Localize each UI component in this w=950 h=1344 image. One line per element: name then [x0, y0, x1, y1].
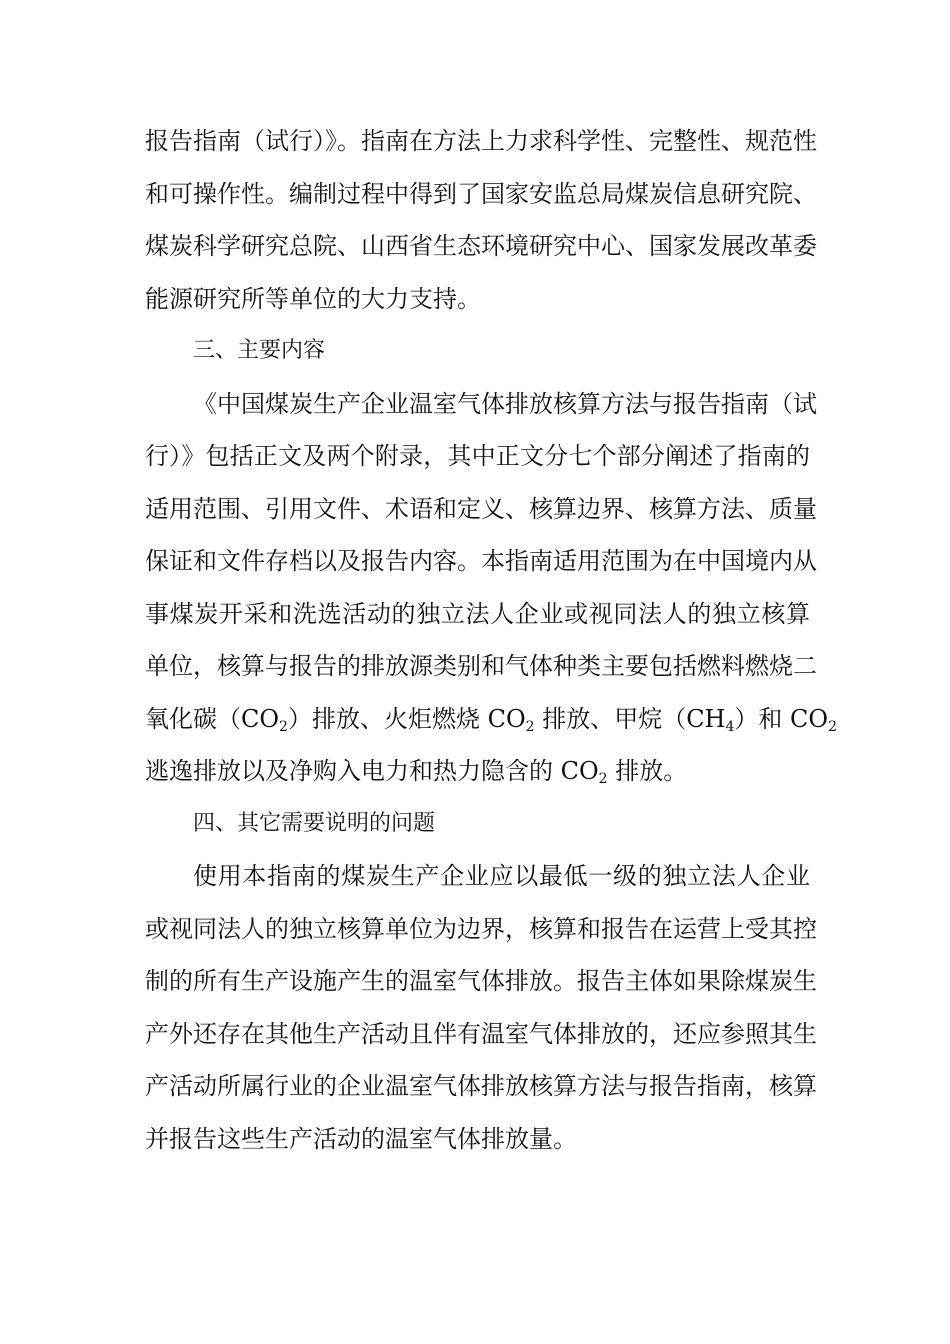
paragraph-line-formula [145, 693, 837, 746]
subscript: 2 [828, 718, 837, 735]
paragraph-line: 并报告这些生产活动的温室气体排放量。 [145, 1124, 577, 1153]
section-heading-other-issues: 四、其它需要说明的问题 [193, 810, 436, 836]
main-content-paragraph [145, 378, 837, 798]
document-body [145, 115, 837, 1165]
text-run: 逃逸排放以及净购入电力和热力隐含的 CO [145, 757, 599, 785]
paragraph-line: 能源研究所等单位的大力支持。 [145, 284, 481, 313]
intro-paragraph [145, 115, 817, 325]
paragraph-line: 或视同法人的独立核算单位为边界，核算和报告在运营上受其控 [145, 914, 817, 943]
section-heading-main-content: 三、主要内容 [193, 338, 326, 363]
text-run: 排放、甲烷（CH [534, 704, 726, 733]
paragraph-line: 煤炭科学研究总院、山西省生态环境研究中心、国家发展改革委 [145, 232, 817, 260]
text-run: ）和 CO [734, 704, 829, 733]
paragraph-line: 适用范围、引用文件、术语和定义、核算边界、核算方法、质量 [145, 494, 817, 523]
subscript: 2 [279, 718, 288, 735]
paragraph-line: 产活动所属行业的企业温室气体排放核算方法与报告指南，核算 [145, 1072, 817, 1100]
paragraph-line: 事煤炭开采和洗选活动的独立法人企业或视同法人的独立核算 [145, 599, 810, 628]
paragraph-line: 单位，核算与报告的排放源类别和气体种类主要包括燃料燃烧二 [145, 652, 817, 680]
paragraph-line: 《中国煤炭生产企业温室气体排放核算方法与报告指南（试 [193, 389, 817, 418]
text-run: ）排放、火炬燃烧 CO [287, 704, 526, 733]
paragraph-line: 保证和文件存档以及报告内容。本指南适用范围为在中国境内从 [145, 547, 817, 575]
subscript: 4 [725, 718, 735, 735]
paragraph-line: 报告指南（试行）》。指南在方法上力求科学性、完整性、规范性 [145, 127, 817, 155]
other-issues-paragraph [145, 850, 817, 1165]
paragraph-line: 和可操作性。编制过程中得到了国家安监总局煤炭信息研究院、 [145, 179, 817, 208]
paragraph-line: 行）》包括正文及两个附录，其中正文分七个部分阐述了指南的 [145, 442, 810, 470]
subscript: 2 [525, 718, 535, 735]
subscript: 2 [598, 771, 608, 787]
text-run: 氧化碳（CO [145, 704, 280, 733]
paragraph-line-formula [145, 745, 810, 798]
paragraph-line: 制的所有生产设施产生的温室气体排放。报告主体如果除煤炭生 [145, 967, 817, 995]
paragraph-line: 使用本指南的煤炭生产企业应以最低一级的独立法人企业 [193, 862, 810, 890]
text-run: 排放。 [607, 757, 688, 785]
paragraph-line: 产外还存在其他生产活动且伴有温室气体排放的，还应参照其生 [145, 1019, 817, 1048]
